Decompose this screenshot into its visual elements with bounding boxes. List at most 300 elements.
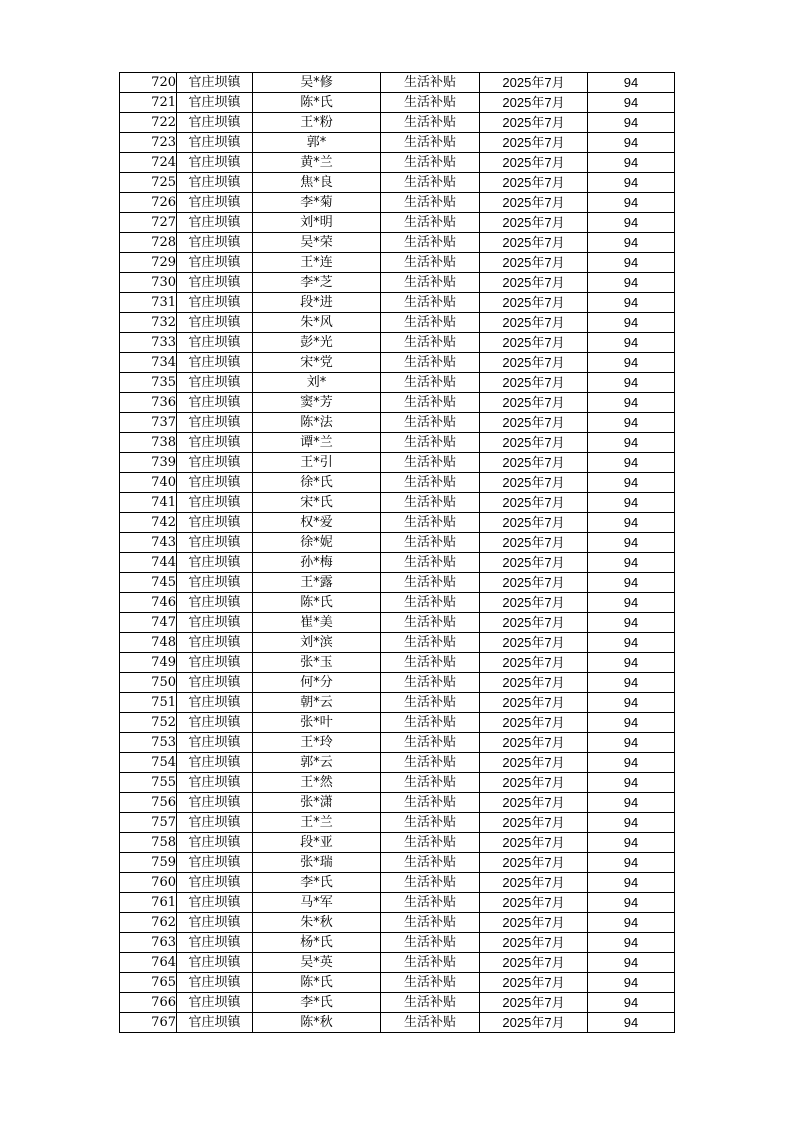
person-name-cell: 李*芝 <box>253 273 381 293</box>
row-number-cell: 763 <box>120 933 177 953</box>
subsidy-type-cell: 生活补贴 <box>381 633 480 653</box>
subsidy-type-cell: 生活补贴 <box>381 753 480 773</box>
month-cell: 2025年7月 <box>480 873 588 893</box>
subsidy-type-cell: 生活补贴 <box>381 673 480 693</box>
person-name-cell: 彭*光 <box>253 333 381 353</box>
row-number-cell: 765 <box>120 973 177 993</box>
person-name-cell: 郭* <box>253 133 381 153</box>
subsidy-type-cell: 生活补贴 <box>381 953 480 973</box>
row-number-cell: 749 <box>120 653 177 673</box>
town-cell: 官庄坝镇 <box>177 853 253 873</box>
month-cell: 2025年7月 <box>480 613 588 633</box>
person-name-cell: 张*叶 <box>253 713 381 733</box>
table-body <box>120 73 675 1033</box>
table-row <box>120 373 675 393</box>
row-number-cell: 722 <box>120 113 177 133</box>
person-name-cell: 刘* <box>253 373 381 393</box>
amount-cell: 94 <box>588 173 675 193</box>
row-number-cell: 750 <box>120 673 177 693</box>
person-name-cell: 李*菊 <box>253 193 381 213</box>
town-cell: 官庄坝镇 <box>177 993 253 1013</box>
person-name-cell: 张*玉 <box>253 653 381 673</box>
table-row <box>120 613 675 633</box>
subsidy-type-cell: 生活补贴 <box>381 213 480 233</box>
subsidy-type-cell: 生活补贴 <box>381 333 480 353</box>
table-row <box>120 253 675 273</box>
person-name-cell: 刘*滨 <box>253 633 381 653</box>
row-number-cell: 767 <box>120 1013 177 1033</box>
subsidy-type-cell: 生活补贴 <box>381 993 480 1013</box>
person-name-cell: 王*玲 <box>253 733 381 753</box>
subsidy-type-cell: 生活补贴 <box>381 813 480 833</box>
row-number-cell: 729 <box>120 253 177 273</box>
month-cell: 2025年7月 <box>480 393 588 413</box>
table-row <box>120 173 675 193</box>
person-name-cell: 陈*秋 <box>253 1013 381 1033</box>
person-name-cell: 何*分 <box>253 673 381 693</box>
month-cell: 2025年7月 <box>480 233 588 253</box>
table-row <box>120 73 675 93</box>
town-cell: 官庄坝镇 <box>177 733 253 753</box>
person-name-cell: 陈*氏 <box>253 973 381 993</box>
amount-cell: 94 <box>588 553 675 573</box>
amount-cell: 94 <box>588 593 675 613</box>
month-cell: 2025年7月 <box>480 293 588 313</box>
row-number-cell: 730 <box>120 273 177 293</box>
table-row <box>120 793 675 813</box>
person-name-cell: 陈*氏 <box>253 93 381 113</box>
row-number-cell: 751 <box>120 693 177 713</box>
amount-cell: 94 <box>588 353 675 373</box>
person-name-cell: 张*瑞 <box>253 853 381 873</box>
table-row <box>120 873 675 893</box>
town-cell: 官庄坝镇 <box>177 353 253 373</box>
amount-cell: 94 <box>588 513 675 533</box>
subsidy-type-cell: 生活补贴 <box>381 233 480 253</box>
amount-cell: 94 <box>588 453 675 473</box>
month-cell: 2025年7月 <box>480 473 588 493</box>
row-number-cell: 754 <box>120 753 177 773</box>
month-cell: 2025年7月 <box>480 453 588 473</box>
month-cell: 2025年7月 <box>480 733 588 753</box>
table-row <box>120 933 675 953</box>
subsidy-type-cell: 生活补贴 <box>381 913 480 933</box>
row-number-cell: 755 <box>120 773 177 793</box>
amount-cell: 94 <box>588 113 675 133</box>
month-cell: 2025年7月 <box>480 93 588 113</box>
table-row <box>120 813 675 833</box>
amount-cell: 94 <box>588 393 675 413</box>
amount-cell: 94 <box>588 213 675 233</box>
table-row <box>120 1013 675 1033</box>
subsidy-type-cell: 生活补贴 <box>381 153 480 173</box>
town-cell: 官庄坝镇 <box>177 573 253 593</box>
subsidy-type-cell: 生活补贴 <box>381 473 480 493</box>
row-number-cell: 723 <box>120 133 177 153</box>
person-name-cell: 段*亚 <box>253 833 381 853</box>
row-number-cell: 735 <box>120 373 177 393</box>
subsidy-type-cell: 生活补贴 <box>381 713 480 733</box>
town-cell: 官庄坝镇 <box>177 313 253 333</box>
table-row <box>120 653 675 673</box>
row-number-cell: 761 <box>120 893 177 913</box>
subsidy-type-cell: 生活补贴 <box>381 193 480 213</box>
amount-cell: 94 <box>588 893 675 913</box>
month-cell: 2025年7月 <box>480 353 588 373</box>
table-row <box>120 553 675 573</box>
amount-cell: 94 <box>588 973 675 993</box>
table-row <box>120 433 675 453</box>
person-name-cell: 马*军 <box>253 893 381 913</box>
person-name-cell: 李*氏 <box>253 873 381 893</box>
month-cell: 2025年7月 <box>480 673 588 693</box>
town-cell: 官庄坝镇 <box>177 73 253 93</box>
table-row <box>120 853 675 873</box>
table-row <box>120 993 675 1013</box>
row-number-cell: 743 <box>120 533 177 553</box>
amount-cell: 94 <box>588 533 675 553</box>
table-row <box>120 353 675 373</box>
month-cell: 2025年7月 <box>480 853 588 873</box>
town-cell: 官庄坝镇 <box>177 133 253 153</box>
table-row <box>120 953 675 973</box>
amount-cell: 94 <box>588 613 675 633</box>
person-name-cell: 徐*妮 <box>253 533 381 553</box>
town-cell: 官庄坝镇 <box>177 393 253 413</box>
row-number-cell: 756 <box>120 793 177 813</box>
table-row <box>120 473 675 493</box>
town-cell: 官庄坝镇 <box>177 293 253 313</box>
table-row <box>120 573 675 593</box>
row-number-cell: 736 <box>120 393 177 413</box>
subsidy-type-cell: 生活补贴 <box>381 793 480 813</box>
row-number-cell: 721 <box>120 93 177 113</box>
town-cell: 官庄坝镇 <box>177 793 253 813</box>
amount-cell: 94 <box>588 653 675 673</box>
town-cell: 官庄坝镇 <box>177 913 253 933</box>
person-name-cell: 王*粉 <box>253 113 381 133</box>
month-cell: 2025年7月 <box>480 153 588 173</box>
subsidy-type-cell: 生活补贴 <box>381 293 480 313</box>
row-number-cell: 747 <box>120 613 177 633</box>
table-row <box>120 713 675 733</box>
subsidy-type-cell: 生活补贴 <box>381 653 480 673</box>
subsidy-type-cell: 生活补贴 <box>381 733 480 753</box>
table-row <box>120 493 675 513</box>
subsidy-type-cell: 生活补贴 <box>381 613 480 633</box>
town-cell: 官庄坝镇 <box>177 193 253 213</box>
row-number-cell: 744 <box>120 553 177 573</box>
row-number-cell: 734 <box>120 353 177 373</box>
table-row <box>120 413 675 433</box>
month-cell: 2025年7月 <box>480 1013 588 1033</box>
subsidy-type-cell: 生活补贴 <box>381 573 480 593</box>
row-number-cell: 739 <box>120 453 177 473</box>
month-cell: 2025年7月 <box>480 513 588 533</box>
subsidy-type-cell: 生活补贴 <box>381 973 480 993</box>
amount-cell: 94 <box>588 493 675 513</box>
amount-cell: 94 <box>588 133 675 153</box>
amount-cell: 94 <box>588 773 675 793</box>
month-cell: 2025年7月 <box>480 333 588 353</box>
person-name-cell: 宋*党 <box>253 353 381 373</box>
person-name-cell: 王*然 <box>253 773 381 793</box>
town-cell: 官庄坝镇 <box>177 933 253 953</box>
row-number-cell: 753 <box>120 733 177 753</box>
town-cell: 官庄坝镇 <box>177 333 253 353</box>
month-cell: 2025年7月 <box>480 573 588 593</box>
table-row <box>120 913 675 933</box>
amount-cell: 94 <box>588 853 675 873</box>
town-cell: 官庄坝镇 <box>177 593 253 613</box>
town-cell: 官庄坝镇 <box>177 693 253 713</box>
row-number-cell: 724 <box>120 153 177 173</box>
amount-cell: 94 <box>588 873 675 893</box>
town-cell: 官庄坝镇 <box>177 453 253 473</box>
town-cell: 官庄坝镇 <box>177 93 253 113</box>
table-row <box>120 393 675 413</box>
town-cell: 官庄坝镇 <box>177 653 253 673</box>
subsidy-type-cell: 生活补贴 <box>381 893 480 913</box>
subsidy-type-cell: 生活补贴 <box>381 833 480 853</box>
amount-cell: 94 <box>588 333 675 353</box>
amount-cell: 94 <box>588 193 675 213</box>
amount-cell: 94 <box>588 953 675 973</box>
month-cell: 2025年7月 <box>480 133 588 153</box>
town-cell: 官庄坝镇 <box>177 253 253 273</box>
subsidy-type-cell: 生活补贴 <box>381 873 480 893</box>
person-name-cell: 焦*良 <box>253 173 381 193</box>
town-cell: 官庄坝镇 <box>177 113 253 133</box>
month-cell: 2025年7月 <box>480 273 588 293</box>
month-cell: 2025年7月 <box>480 813 588 833</box>
person-name-cell: 陈*法 <box>253 413 381 433</box>
table-row <box>120 313 675 333</box>
row-number-cell: 741 <box>120 493 177 513</box>
row-number-cell: 738 <box>120 433 177 453</box>
month-cell: 2025年7月 <box>480 433 588 453</box>
person-name-cell: 徐*氏 <box>253 473 381 493</box>
month-cell: 2025年7月 <box>480 193 588 213</box>
person-name-cell: 王*引 <box>253 453 381 473</box>
subsidy-type-cell: 生活补贴 <box>381 773 480 793</box>
amount-cell: 94 <box>588 93 675 113</box>
table-row <box>120 513 675 533</box>
row-number-cell: 726 <box>120 193 177 213</box>
subsidy-type-cell: 生活补贴 <box>381 453 480 473</box>
amount-cell: 94 <box>588 573 675 593</box>
amount-cell: 94 <box>588 433 675 453</box>
person-name-cell: 张*潇 <box>253 793 381 813</box>
amount-cell: 94 <box>588 733 675 753</box>
row-number-cell: 757 <box>120 813 177 833</box>
amount-cell: 94 <box>588 473 675 493</box>
town-cell: 官庄坝镇 <box>177 893 253 913</box>
person-name-cell: 宋*氏 <box>253 493 381 513</box>
month-cell: 2025年7月 <box>480 313 588 333</box>
person-name-cell: 杨*氏 <box>253 933 381 953</box>
town-cell: 官庄坝镇 <box>177 153 253 173</box>
subsidy-roster-table <box>119 72 675 1033</box>
amount-cell: 94 <box>588 753 675 773</box>
subsidy-type-cell: 生活补贴 <box>381 73 480 93</box>
row-number-cell: 731 <box>120 293 177 313</box>
amount-cell: 94 <box>588 153 675 173</box>
month-cell: 2025年7月 <box>480 213 588 233</box>
month-cell: 2025年7月 <box>480 833 588 853</box>
town-cell: 官庄坝镇 <box>177 1013 253 1033</box>
row-number-cell: 759 <box>120 853 177 873</box>
table-row <box>120 673 675 693</box>
table-row <box>120 633 675 653</box>
subsidy-type-cell: 生活补贴 <box>381 493 480 513</box>
table-row <box>120 593 675 613</box>
subsidy-type-cell: 生活补贴 <box>381 513 480 533</box>
amount-cell: 94 <box>588 693 675 713</box>
month-cell: 2025年7月 <box>480 773 588 793</box>
subsidy-type-cell: 生活补贴 <box>381 553 480 573</box>
table-row <box>120 333 675 353</box>
row-number-cell: 732 <box>120 313 177 333</box>
row-number-cell: 725 <box>120 173 177 193</box>
row-number-cell: 752 <box>120 713 177 733</box>
table-row <box>120 893 675 913</box>
month-cell: 2025年7月 <box>480 753 588 773</box>
row-number-cell: 740 <box>120 473 177 493</box>
town-cell: 官庄坝镇 <box>177 213 253 233</box>
subsidy-type-cell: 生活补贴 <box>381 1013 480 1033</box>
table-row <box>120 293 675 313</box>
town-cell: 官庄坝镇 <box>177 553 253 573</box>
town-cell: 官庄坝镇 <box>177 813 253 833</box>
person-name-cell: 吴*修 <box>253 73 381 93</box>
month-cell: 2025年7月 <box>480 73 588 93</box>
amount-cell: 94 <box>588 933 675 953</box>
town-cell: 官庄坝镇 <box>177 473 253 493</box>
person-name-cell: 孙*梅 <box>253 553 381 573</box>
month-cell: 2025年7月 <box>480 893 588 913</box>
month-cell: 2025年7月 <box>480 653 588 673</box>
row-number-cell: 737 <box>120 413 177 433</box>
town-cell: 官庄坝镇 <box>177 773 253 793</box>
town-cell: 官庄坝镇 <box>177 413 253 433</box>
subsidy-type-cell: 生活补贴 <box>381 393 480 413</box>
amount-cell: 94 <box>588 993 675 1013</box>
table-row <box>120 773 675 793</box>
row-number-cell: 764 <box>120 953 177 973</box>
town-cell: 官庄坝镇 <box>177 613 253 633</box>
month-cell: 2025年7月 <box>480 793 588 813</box>
row-number-cell: 733 <box>120 333 177 353</box>
subsidy-type-cell: 生活补贴 <box>381 113 480 133</box>
town-cell: 官庄坝镇 <box>177 713 253 733</box>
row-number-cell: 745 <box>120 573 177 593</box>
person-name-cell: 权*爱 <box>253 513 381 533</box>
subsidy-type-cell: 生活补贴 <box>381 433 480 453</box>
subsidy-type-cell: 生活补贴 <box>381 533 480 553</box>
town-cell: 官庄坝镇 <box>177 753 253 773</box>
month-cell: 2025年7月 <box>480 713 588 733</box>
row-number-cell: 748 <box>120 633 177 653</box>
person-name-cell: 黄*兰 <box>253 153 381 173</box>
town-cell: 官庄坝镇 <box>177 513 253 533</box>
subsidy-type-cell: 生活补贴 <box>381 93 480 113</box>
row-number-cell: 760 <box>120 873 177 893</box>
person-name-cell: 刘*明 <box>253 213 381 233</box>
month-cell: 2025年7月 <box>480 533 588 553</box>
month-cell: 2025年7月 <box>480 373 588 393</box>
person-name-cell: 朱*风 <box>253 313 381 333</box>
month-cell: 2025年7月 <box>480 173 588 193</box>
town-cell: 官庄坝镇 <box>177 953 253 973</box>
amount-cell: 94 <box>588 413 675 433</box>
person-name-cell: 王*兰 <box>253 813 381 833</box>
subsidy-type-cell: 生活补贴 <box>381 313 480 333</box>
row-number-cell: 728 <box>120 233 177 253</box>
month-cell: 2025年7月 <box>480 413 588 433</box>
month-cell: 2025年7月 <box>480 953 588 973</box>
subsidy-type-cell: 生活补贴 <box>381 693 480 713</box>
month-cell: 2025年7月 <box>480 593 588 613</box>
subsidy-type-cell: 生活补贴 <box>381 133 480 153</box>
person-name-cell: 崔*美 <box>253 613 381 633</box>
table-row <box>120 533 675 553</box>
town-cell: 官庄坝镇 <box>177 673 253 693</box>
amount-cell: 94 <box>588 293 675 313</box>
amount-cell: 94 <box>588 313 675 333</box>
amount-cell: 94 <box>588 913 675 933</box>
month-cell: 2025年7月 <box>480 973 588 993</box>
month-cell: 2025年7月 <box>480 253 588 273</box>
row-number-cell: 766 <box>120 993 177 1013</box>
amount-cell: 94 <box>588 253 675 273</box>
amount-cell: 94 <box>588 793 675 813</box>
town-cell: 官庄坝镇 <box>177 493 253 513</box>
month-cell: 2025年7月 <box>480 993 588 1013</box>
month-cell: 2025年7月 <box>480 493 588 513</box>
subsidy-type-cell: 生活补贴 <box>381 373 480 393</box>
town-cell: 官庄坝镇 <box>177 633 253 653</box>
subsidy-type-cell: 生活补贴 <box>381 173 480 193</box>
amount-cell: 94 <box>588 233 675 253</box>
subsidy-type-cell: 生活补贴 <box>381 413 480 433</box>
amount-cell: 94 <box>588 1013 675 1033</box>
town-cell: 官庄坝镇 <box>177 233 253 253</box>
table-row <box>120 133 675 153</box>
town-cell: 官庄坝镇 <box>177 273 253 293</box>
table-row <box>120 193 675 213</box>
town-cell: 官庄坝镇 <box>177 873 253 893</box>
subsidy-type-cell: 生活补贴 <box>381 593 480 613</box>
person-name-cell: 吴*英 <box>253 953 381 973</box>
table-row <box>120 833 675 853</box>
month-cell: 2025年7月 <box>480 933 588 953</box>
month-cell: 2025年7月 <box>480 113 588 133</box>
subsidy-type-cell: 生活补贴 <box>381 273 480 293</box>
amount-cell: 94 <box>588 833 675 853</box>
row-number-cell: 762 <box>120 913 177 933</box>
town-cell: 官庄坝镇 <box>177 973 253 993</box>
table-row <box>120 153 675 173</box>
subsidy-type-cell: 生活补贴 <box>381 253 480 273</box>
person-name-cell: 陈*氏 <box>253 593 381 613</box>
row-number-cell: 742 <box>120 513 177 533</box>
person-name-cell: 朝*云 <box>253 693 381 713</box>
town-cell: 官庄坝镇 <box>177 833 253 853</box>
table-row <box>120 973 675 993</box>
person-name-cell: 段*进 <box>253 293 381 313</box>
row-number-cell: 746 <box>120 593 177 613</box>
